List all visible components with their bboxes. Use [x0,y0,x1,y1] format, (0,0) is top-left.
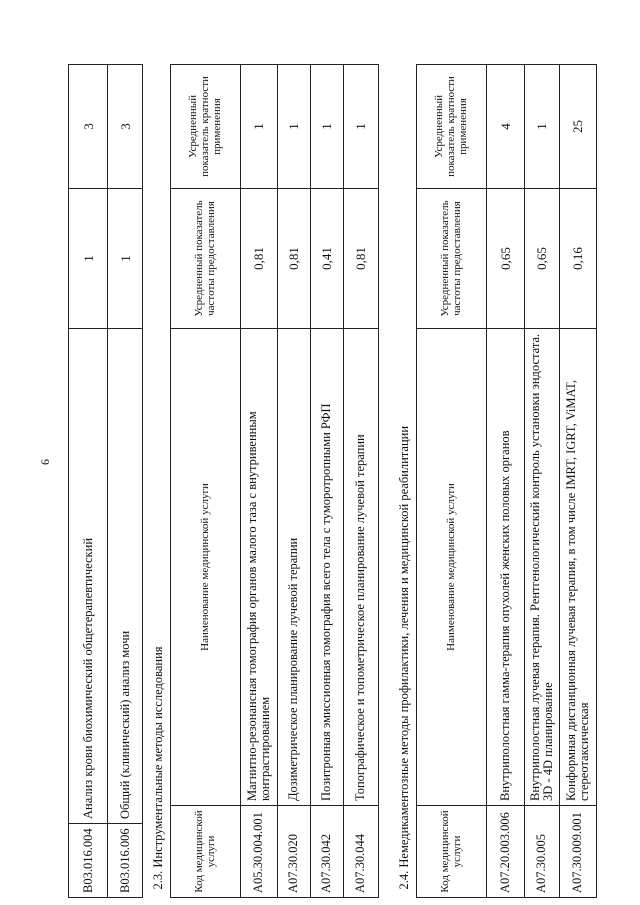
multiplicity-value: 1 [277,64,310,188]
service-name: Конформная дистанционная лучевая терапия, в том числе IMRT, IGRT, ViMAT, стереотаксическая [559,329,596,806]
service-code: A07.20.003.006 [486,806,524,898]
service-code: A07.30.009.001 [559,806,596,898]
section-title: 2.3. Инструментальные методы исследования [148,64,170,897]
frequency-value: 1 [108,189,143,329]
frequency-value: 0,16 [559,189,596,329]
section-title: 2.4. Немедикаментозные методы профилактики, лечения и медицинской реабилитации [394,64,416,897]
table-caption-row [394,64,416,897]
table-row [310,64,343,897]
non-drug-methods-table [394,64,597,898]
header-code: Код медицинской услуги [416,806,486,898]
service-code: B03.016.006 [108,824,143,898]
service-name: Внутриполостная гамма-терапия опухолей женских половых органов [486,329,524,806]
table-row [69,65,108,898]
frequency-value: 0,41 [310,189,343,329]
service-code: B03.016.004 [69,824,108,898]
service-name: Дозиметрическое планирование лучевой терапии [277,329,310,806]
frequency-value: 0,81 [277,189,310,329]
table-row [108,65,143,898]
frequency-value: 0,65 [524,189,559,329]
header-frequency: Усредненный показатель частоты предоставления [170,189,240,329]
header-name: Наименование медицинской услуги [170,329,240,806]
multiplicity-value: 25 [559,64,596,188]
multiplicity-value: 3 [69,65,108,189]
header-frequency: Усредненный показатель частоты предоставления [416,189,486,329]
frequency-value: 1 [69,189,108,329]
page-number: 6 [38,459,52,465]
service-name: Внутриполостная лучевая терапия. Рентгенологический контроль установки эндостата. 3D - 4D планирование [524,329,559,806]
frequency-value: 0,65 [486,189,524,329]
table-header-row [416,64,486,897]
service-code: A07.30.020 [277,806,310,898]
service-name: Анализ крови биохимический общетерапевтический [69,329,108,824]
service-name: Общий (клинический) анализ мочи [108,329,143,824]
frequency-value: 0,81 [343,189,378,329]
service-code: A05.30.004.001 [240,806,277,898]
service-name: Позитронная эмиссионная томография всего тела с туморотропными РФП [310,329,343,806]
table-header-row [170,64,240,897]
table-row [486,64,524,897]
table-row [240,64,277,897]
multiplicity-value: 1 [310,64,343,188]
multiplicity-value: 1 [343,64,378,188]
lab-tests-table [68,64,143,898]
header-multiplicity: Усредненный показатель кратности применения [416,64,486,188]
instrumental-methods-table [148,64,379,898]
table-caption-row [148,64,170,897]
service-code: A07.30.042 [310,806,343,898]
service-name: Топографическое и топометрическое планирование лучевой терапии [343,329,378,806]
multiplicity-value: 4 [486,64,524,188]
service-code: A07.30.044 [343,806,378,898]
table-row [559,64,596,897]
service-code: A07.30.005 [524,806,559,898]
header-multiplicity: Усредненный показатель кратности применения [170,64,240,188]
frequency-value: 0,81 [240,189,277,329]
multiplicity-value: 1 [524,64,559,188]
multiplicity-value: 3 [108,65,143,189]
table-row [277,64,310,897]
table-row [343,64,378,897]
header-name: Наименование медицинской услуги [416,329,486,806]
service-name: Магнитно-резонансная томография органов малого таза с внутривенным контрастированием [240,329,277,806]
table-row [524,64,559,897]
multiplicity-value: 1 [240,64,277,188]
header-code: Код медицинской услуги [170,806,240,898]
